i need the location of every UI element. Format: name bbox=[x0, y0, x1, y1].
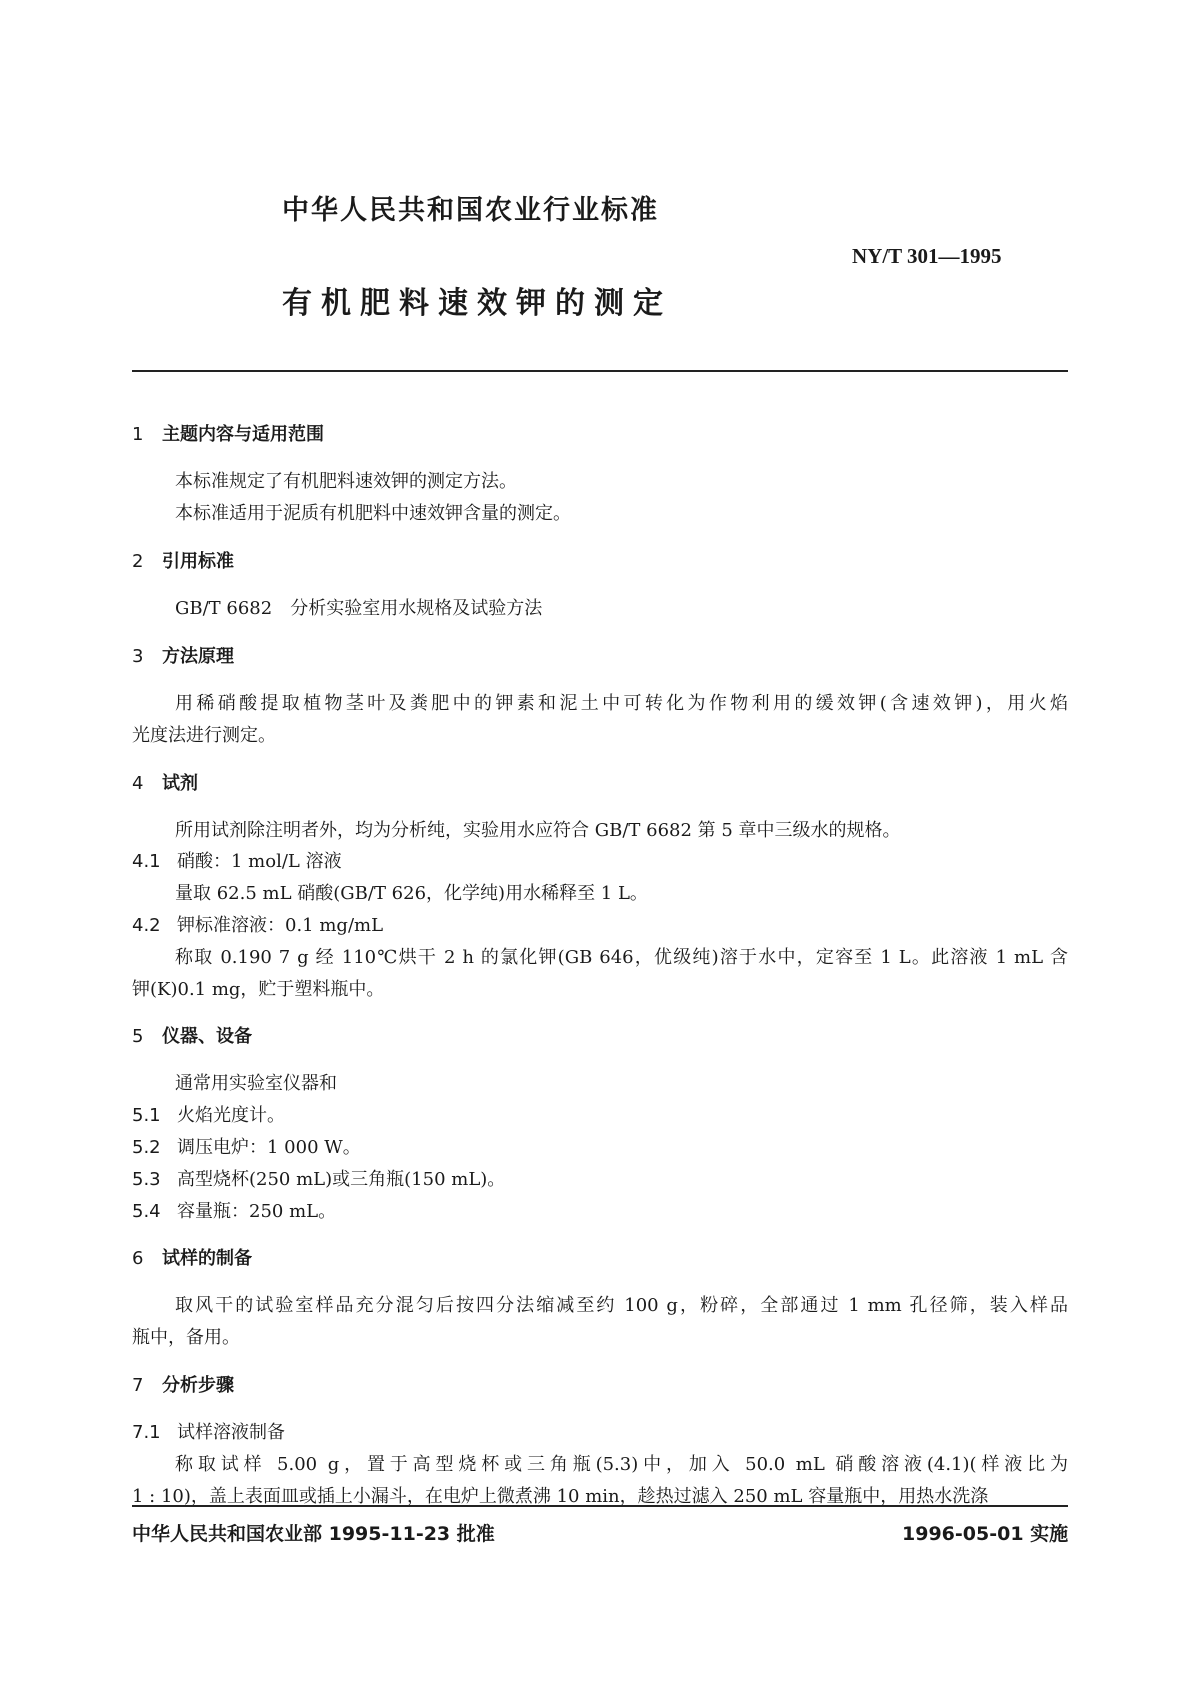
standard-code: NY/T 301—1995 bbox=[852, 244, 1002, 268]
subsection-5-3 bbox=[132, 1165, 505, 1191]
subsection-number: 7.1 bbox=[132, 1422, 161, 1443]
subsection-5-4 bbox=[132, 1197, 336, 1223]
subsection-number: 5.3 bbox=[132, 1169, 161, 1190]
section-title: 仪器、设备 bbox=[162, 1026, 252, 1047]
section-1-heading bbox=[132, 420, 324, 446]
subsection-7-1-paragraph-1: 称取试样 5.00 g，置于高型烧杯或三角瓶(5.3)中，加入 50.0 mL 硝酸溶液(4.1)(样液比为 bbox=[175, 1454, 1068, 1475]
subsection-title: 硝酸：1 mol/L 溶液 bbox=[177, 851, 342, 872]
subsection-text: 高型烧杯(250 mL)或三角瓶(150 mL)。 bbox=[177, 1169, 506, 1190]
section-5-heading bbox=[132, 1022, 252, 1048]
subsection-7-1 bbox=[132, 1418, 285, 1444]
section-title: 主题内容与适用范围 bbox=[162, 424, 324, 445]
section-3-paragraph-1: 用稀硝酸提取植物茎叶及粪肥中的钾素和泥土中可转化为作物利用的缓效钾(含速效钾)，用火焰 bbox=[175, 693, 1068, 714]
subsection-number: 4.2 bbox=[132, 915, 161, 936]
section-7-heading bbox=[132, 1371, 234, 1397]
section-4-heading bbox=[132, 769, 198, 795]
section-5-paragraph-1: 通常用实验室仪器和 bbox=[175, 1073, 337, 1094]
subsection-4-1-paragraph: 量取 62.5 mL 硝酸(GB/T 626，化学纯)用水稀释至 1 L。 bbox=[175, 883, 648, 904]
section-1-paragraph-2: 本标准适用于泥质有机肥料中速效钾含量的测定。 bbox=[175, 503, 571, 524]
section-number: 1 bbox=[132, 424, 144, 445]
document-title: 有机肥料速效钾的测定 bbox=[282, 286, 672, 321]
subsection-title: 试样溶液制备 bbox=[177, 1422, 285, 1443]
section-6-paragraph-2: 瓶中，备用。 bbox=[132, 1327, 240, 1348]
footer-divider bbox=[132, 1505, 1068, 1507]
section-4-paragraph-1: 所用试剂除注明者外，均为分析纯，实验用水应符合 GB/T 6682 第 5 章中三级水的规格。 bbox=[175, 820, 901, 841]
section-title: 试剂 bbox=[162, 773, 198, 794]
subsection-title: 钾标准溶液：0.1 mg/mL bbox=[177, 915, 384, 936]
section-1-paragraph-1: 本标准规定了有机肥料速效钾的测定方法。 bbox=[175, 471, 517, 492]
section-title: 分析步骤 bbox=[162, 1375, 234, 1396]
subsection-number: 4.1 bbox=[132, 851, 161, 872]
subsection-text: 容量瓶：250 mL。 bbox=[177, 1201, 337, 1222]
subsection-number: 5.4 bbox=[132, 1201, 161, 1222]
section-title: 试样的制备 bbox=[162, 1248, 252, 1269]
section-number: 2 bbox=[132, 551, 144, 572]
subsection-text: 调压电炉：1 000 W。 bbox=[177, 1137, 361, 1158]
subsection-text: 火焰光度计。 bbox=[177, 1105, 285, 1126]
subsection-7-1-paragraph-2: 1 : 10)，盖上表面皿或插上小漏斗，在电炉上微煮沸 10 min，趁热过滤入 250 mL 容量瓶中，用热水洗涤 bbox=[132, 1486, 989, 1507]
approval-line: 中华人民共和国农业部 1995-11-23 批准 bbox=[132, 1523, 495, 1545]
section-3-heading bbox=[132, 642, 234, 668]
section-number: 7 bbox=[132, 1375, 144, 1396]
section-title: 方法原理 bbox=[162, 646, 234, 667]
subsection-5-2 bbox=[132, 1133, 361, 1159]
section-number: 4 bbox=[132, 773, 144, 794]
subsection-number: 5.1 bbox=[132, 1105, 161, 1126]
section-number: 3 bbox=[132, 646, 144, 667]
subsection-4-1 bbox=[132, 847, 342, 873]
subsection-4-2 bbox=[132, 911, 383, 937]
section-number: 6 bbox=[132, 1248, 144, 1269]
subsection-4-2-paragraph-2: 钾(K)0.1 mg，贮于塑料瓶中。 bbox=[132, 979, 385, 1000]
subsection-number: 5.2 bbox=[132, 1137, 161, 1158]
section-2-paragraph-1: GB/T 6682 分析实验室用水规格及试验方法 bbox=[175, 598, 543, 619]
section-number: 5 bbox=[132, 1026, 144, 1047]
subsection-4-2-paragraph-1: 称取 0.190 7 g 经 110℃烘干 2 h 的氯化钾(GB 646，优级纯)溶于水中，定容至 1 L。此溶液 1 mL 含 bbox=[175, 947, 1068, 968]
section-6-paragraph-1: 取风干的试验室样品充分混匀后按四分法缩减至约 100 g，粉碎，全部通过 1 mm 孔径筛，装入样品 bbox=[175, 1295, 1068, 1316]
section-2-heading bbox=[132, 547, 234, 573]
org-title: 中华人民共和国农业行业标准 bbox=[282, 195, 659, 226]
header-divider bbox=[132, 370, 1068, 372]
section-3-paragraph-2: 光度法进行测定。 bbox=[132, 725, 276, 746]
implementation-date: 1996-05-01 实施 bbox=[902, 1523, 1069, 1545]
subsection-5-1 bbox=[132, 1101, 285, 1127]
section-6-heading bbox=[132, 1244, 252, 1270]
section-title: 引用标准 bbox=[162, 551, 234, 572]
